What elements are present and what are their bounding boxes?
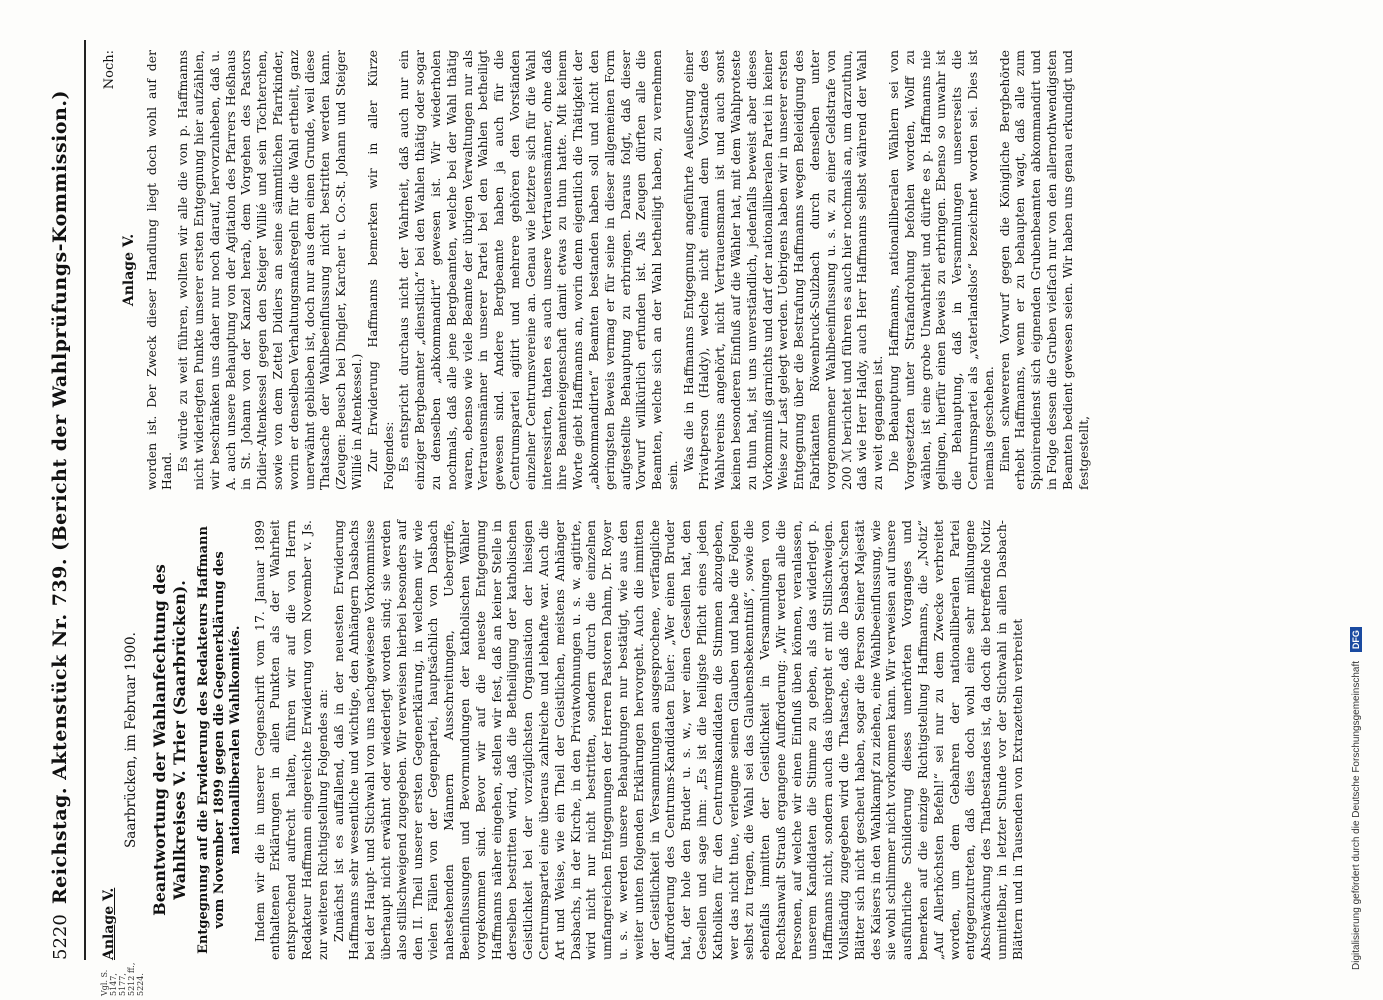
paragraph: Einen schwereren Vorwurf gegen die Königliche Bergbehörde erhebt Haffmanns, wenn er zu behaupten wagt, daß alle zum Spionirendienst sich eignenden Grubenbeamten abkommandirt und in Folge dessen die Gruben vielfach nur von den allernothwendigsten Beamten bedient gewesen seien. Wir haben uns genau erkundigt und festgestellt, [996, 50, 1091, 490]
paragraph: Zunächst ist es auffallend, daß in der neuesten Erwiderung Haffmanns sehr wesentliche und wichtige, den Anhängern Dasbachs bei der Haupt- und Stichwahl von uns nachgewiesene Vorkommnisse überhaupt nicht erwähnt oder wiederlegt worden sind; sie werden also stillschweigend zugegeben. Wir verweisen hierbei besonders auf den II. Theil unserer ersten Gegenerklärung, in welchem wir wie vielen Fällen von der Gegenpartei, hauptsächlich von Dasbach nahestehenden Männern Ausschreitungen, Uebergriffe, Beeinflussungen und Bevormundungen der katholischen Wähler vorgekommen sind. Bevor wir auf die neueste Entgegnung Haffmanns näher eingehen, stellen wir fest, daß an keiner Stelle in derselben bestritten wird, daß die Betheiligung der katholischen Geistlichkeit bei der vorzüglichsten Organisation der hiesigen Centrumspartei eine überaus zahlreiche und lebhafte war. Auch die Art und Weise, wie ein Theil der Geistlichen, meistens Anhänger Dasbachs, in der Kirche, in den Privatwohnungen u. s. w. agitirte, wird nicht nur nicht bestritten, sondern durch die einzelnen umfangreichen Entgegnungen der Herren Pastoren Dahm, Dr. Royer u. s. w. werden unsere Behauptungen nur bestätigt, wie aus den weiter unten folgenden Erklärungen hervorgeht. Auch die inmitten der Geistlichkeit in Versammlungen ausgesprochene, verfängliche Aufforderung des Centrums-Kandidaten Euler: „Wer einen Bruder hat, der hole den Bruder u. s. w., wer einen Gesellen hat, den Gesellen und sage ihm: „Es ist die heiligste Pflicht eines jeden Katholiken für den Centrumskandidaten die Stimmen abzugeben, wer das nicht thue, verleugne seinen Glauben und habe die Folgen selbst zu tragen, die Wahl sei das Glaubensbekenntniß“, sowie die ebenfalls inmitten der Geistlichkeit in Versammlungen von Rechtsanwalt Strauß ergangene Aufforderung: „Wir werden alle die Personen, auf welche wir einen Einfluß üben können, veranlassen, unserem Kandidaten die Stimme zu geben, als das widerlegt p. Haffmanns nicht, sondern auch das übergeht er mit Stillschweigen. Vollständig zugegeben wird die Thatsache, daß die Dasbach'schen Blätter sich nicht gescheut haben, sogar die Person Seiner Majestät des Kaisers in den Wahlkampf zu ziehen, eine Wahlbeeinflussung, wie sie wohl schlimmer nicht vorkommen kann. Wir verweisen auf unsere ausführliche Schilderung dieses unerhörten Vorganges und bemerken auf die einzige Richtigstellung Haffmanns, die „Notiz“ „Auf Allerhöchsten Befehl!“ sei nur zu dem Zwecke verbreitet worden, um dem Gebahren der nationalliberalen Partei entgegenzutreten, daß dies doch wohl eine sehr mißlungene Abschwächung des Thatbestandes ist, da doch die betreffende Notiz unmittelbar, in letzter Stunde vor der Stichwahl in allen Dasbach-Blättern und in Tausenden von Extrazetteln verbreitet [330, 520, 1025, 960]
page-title: Reichstag. Aktenstück Nr. 739. (Bericht der Wahlprüfungs-Kommission.) [49, 90, 71, 905]
digitization-text: Digitalisierung gefördert durch die Deutsche Forschungsgemeinschaft [1351, 660, 1362, 970]
page-header [40, 40, 80, 960]
paragraph: worden ist. Der Zweck dieser Handlung liegt doch wohl auf der Hand. [143, 50, 175, 490]
paragraph: Es entspricht durchaus nicht der Wahrheit, daß auch nur ein einziger Bergbeamter „dienstlich“ bei den Wahlen thätig oder sogar zu denselben „abkommandirt“ gewesen ist. Wir wiederholen nochmals, daß alle jene Bergbeamten, welche bei der Wahl thätig waren, ebenso wie viele Beamte der übrigen Verwaltungen nur als Vertrauensmänner in unserer Partei bei den Wahlen betheiligt gewesen sind. Andere Bergbeamte haben ja auch für die Centrumspartei agitirt und mehrere gehören den Vorständen einzelner Centrumsvereine an. Genau wie letztere sich für die Wahl interessirten, thaten es auch unsere Vertrauensmänner, ohne daß ihre Beamteneigenschaft damit etwas zu thun hatte. Mit keinem Worte giebt Haffmanns an, worin denn eigentlich die Thätigkeit der „abkommandirten“ Beamten bestanden haben soll und nicht den geringsten Beweis vermag er für seine in dieser allgemeinen Form aufgestellte Behauptung zu erbringen. Daraus folgt, daß dieser Vorwurf willkürlich erfunden ist. Als Zeugen dürften alle die Beamten, welche sich an der Wahl betheiligt haben, zu vernehmen sein. [396, 50, 680, 490]
place-date: Saarbrücken, im Februar 1900. [122, 632, 139, 848]
paragraph: Was die in Haffmanns Entgegnung angeführte Aeußerung einer Privatperson (Haldy), welche nicht einmal dem Vorstande des Wahlvereins angehört, nicht Vertrauensmann ist und auch sonst keinen besonderen Einfluß auf die Wähler hat, mit dem Wahlproteste zu thun hat, ist uns unverständlich, jedenfalls beweist aber dieses Vorkommniß garnichts und darf der nationalliberalen Partei in keiner Weise zur Last gelegt werden. Uebrigens haben wir in unserer ersten Entgegnung über die Bestrafung Haffmanns wegen Beleidigung des Fabrikanten Röwenbruck-Sulzbach durch denselben unter vorgenommener Wahlbeeinflussung u. s. w. zu einer Geldstrafe von 200 ℳ berichtet und führen es auch hier nochmals an, um darzuthun, daß wie Herr Haldy, auch Herr Haffmanns selbst während der Wahl zu weit gegangen ist. [680, 50, 886, 490]
section-subheading: Entgegnung auf die Erwiderung des Redakteurs Haffmann vom November 1899 gegen die Gegenerklärung des nationalliberalen Wahlkomités. [195, 526, 243, 954]
digitization-note [1350, 30, 1370, 970]
right-column [100, 50, 1091, 490]
paragraph: Es würde zu weit führen, wollten wir alle die von p. Haffmanns nicht widerlegten Punkte unserer ersten Entgegnung hier aufzählen, wir beschränken uns daher nur noch darauf, hervorzuheben, daß u. A. auch unsere Behauptung von der Agitation des Pfarrers Heßhaus in St. Johann von der Kanzel herab, dem Vorgehen des Pastors Didier-Altenkessel gegen den Steiger Willié und sein Töchterchen, sowie von dem Zettel Didiers an seine sämmtlichen Pfarrkinder, worin er denselben Verhaltungsmaßregeln für die Wahl ertheilt, ganz unerwähnt geblieben ist, doch nur aus dem einen Grunde, weil diese Thatsache der Wahlbeeinflussung nicht bestritten werden kann. (Zeugen: Beusch bei Dingler, Karcher u. Co.-St. Johann und Steiger Willié in Altenkessel.) [175, 50, 364, 490]
anlage-label: Anlage V. [101, 887, 117, 960]
noch-label: Noch: [102, 50, 117, 90]
paragraph: Die Behauptung Haffmanns, nationalliberalen Wählern sei von Vorgesetzten unter Strafandrohung befohlen worden, Wolff zu wählen, ist eine grobe Unwahrheit und dürfte es p. Haffmanns nie gelingen, hierfür einen Beweis zu erbringen. Ebenso so unwahr ist die Behauptung, daß in Versammlungen unsererseits die Centrumspartei als „vaterlandslos“ bezeichnet worden sei. Dies ist niemals geschehen. [886, 50, 996, 490]
margin-note: Vgl. S. 5147, 5177, 5212 ff., 5224. [100, 962, 145, 996]
anlage-label: Anlage V. [120, 233, 137, 307]
paragraph: Zur Erwiderung Haffmanns bemerken wir in aller Kürze Folgendes: [364, 50, 396, 490]
left-column [100, 520, 1026, 960]
dfg-logo: DFG [1350, 627, 1362, 652]
page-number: 5220 [49, 914, 71, 960]
header-rule [84, 40, 86, 960]
rotated-document [20, 20, 1320, 996]
section-heading: Beantwortung der Wahlanfechtung des Wahlkreises V. Trier (Saarbrücken). [149, 564, 189, 916]
paragraph: Indem wir die in unserer Gegenschrift vom 17. Januar 1899 enthaltenen Erklärungen in allen Punkten als der Wahrheit entsprechend aufrecht halten, führen wir auf die von Herrn Redakteur Haffmann eingereichte Erwiderung vom November v. Js. zur weiteren Richtigstellung Folgendes an: [251, 520, 330, 960]
